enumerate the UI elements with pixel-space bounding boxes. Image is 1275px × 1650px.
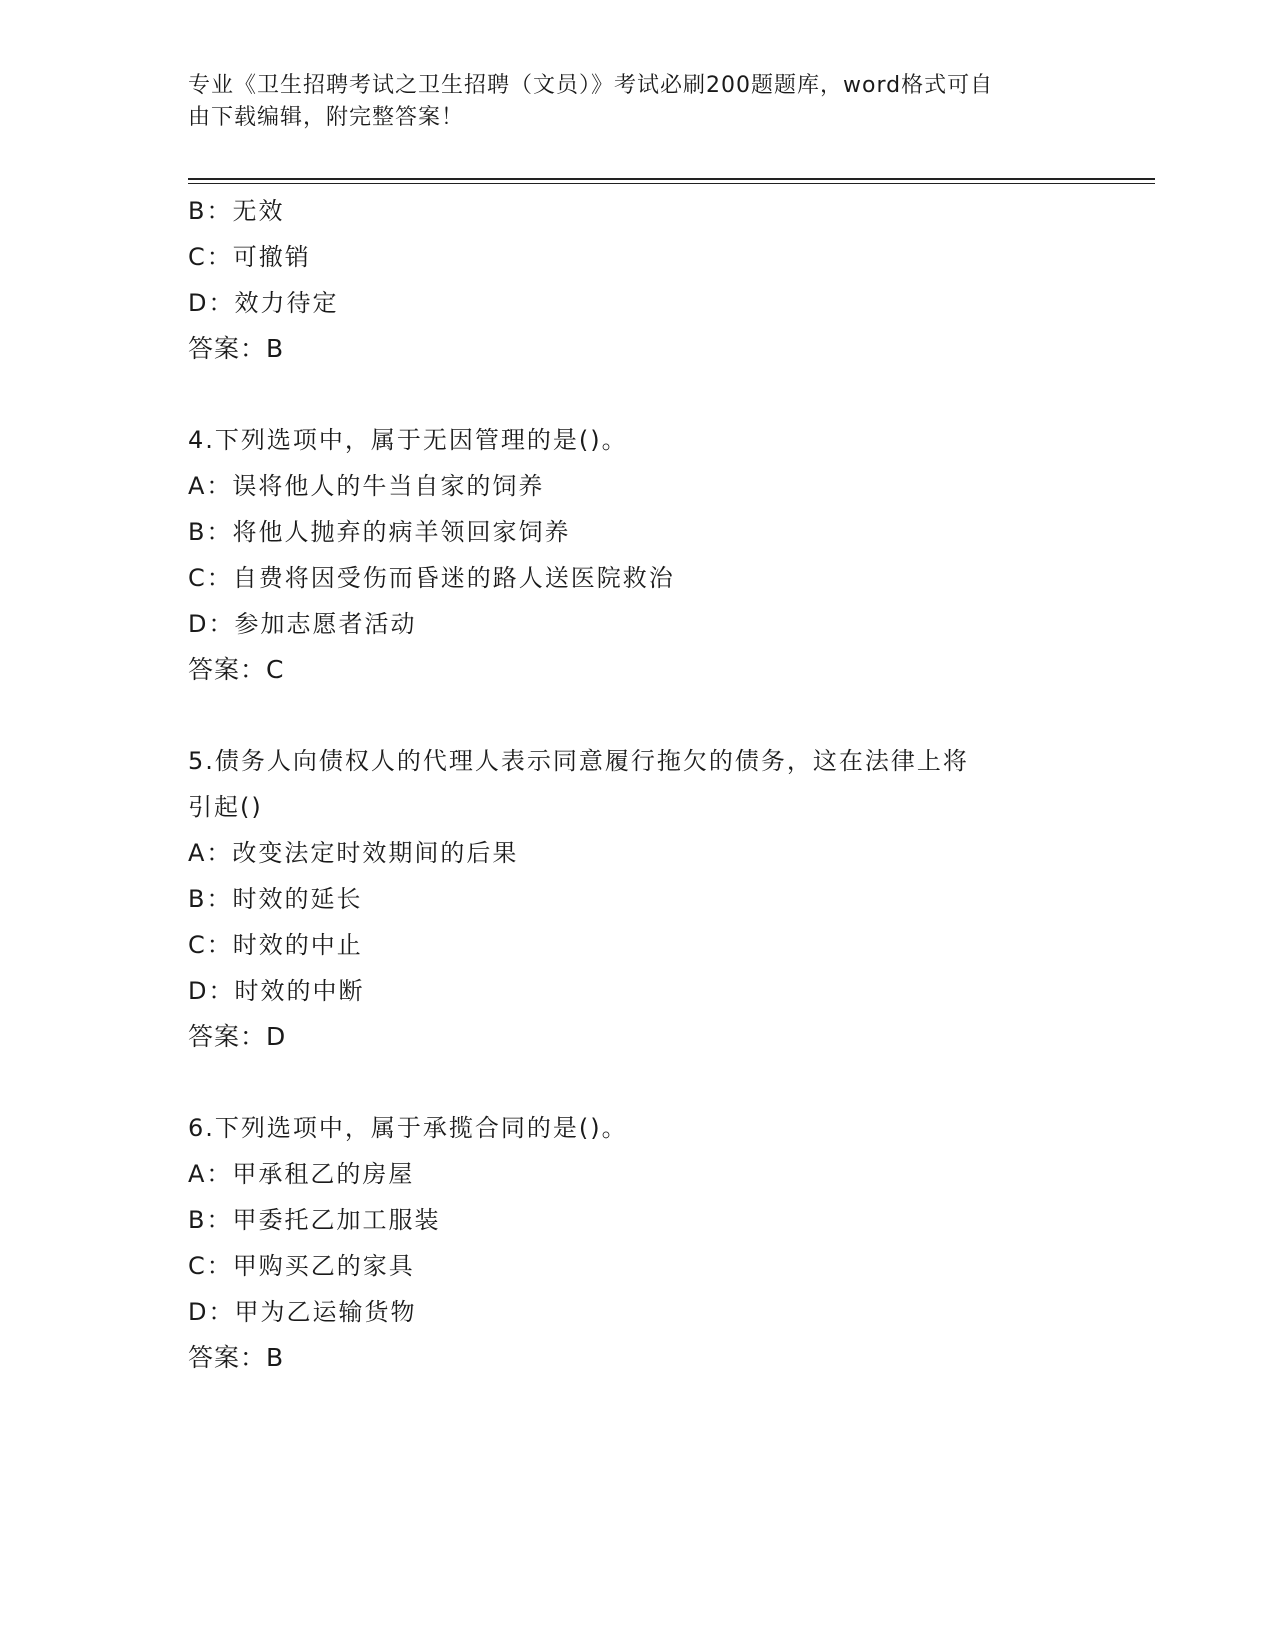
option-b: B：无效 xyxy=(188,197,285,225)
question-stem-line-2: 引起() xyxy=(188,793,263,821)
option-d: D：效力待定 xyxy=(188,289,339,317)
answer-line: 答案：D xyxy=(188,1022,287,1051)
question-5 xyxy=(188,738,1088,1060)
question-stem: 6.下列选项中，属于承揽合同的是()。 xyxy=(188,1114,628,1142)
question-stem: 4.下列选项中，属于无因管理的是()。 xyxy=(188,426,628,454)
header-divider-thick xyxy=(188,178,1155,180)
spacer xyxy=(188,1060,1088,1105)
answer-line: 答案：B xyxy=(188,1343,285,1372)
question-3-tail xyxy=(188,188,1088,372)
header-title-line-2: 由下载编辑，附完整答案！ xyxy=(188,105,465,130)
option-c: C：可撤销 xyxy=(188,243,311,271)
option-c: C：甲购买乙的家具 xyxy=(188,1252,415,1280)
option-a: A：误将他人的牛当自家的饲养 xyxy=(188,472,545,500)
option-c: C：自费将因受伤而昏迷的路人送医院救治 xyxy=(188,564,675,592)
option-b: B：时效的延长 xyxy=(188,885,363,913)
option-d: D：参加志愿者活动 xyxy=(188,610,417,638)
option-d: D：甲为乙运输货物 xyxy=(188,1298,417,1326)
answer-line: 答案：B xyxy=(188,334,285,363)
question-stem-line-1: 5.债务人向债权人的代理人表示同意履行拖欠的债务，这在法律上将 xyxy=(188,747,969,775)
header-divider-thin xyxy=(188,183,1155,184)
question-4 xyxy=(188,417,1088,693)
question-list xyxy=(188,188,1088,1381)
question-6 xyxy=(188,1105,1088,1381)
option-b: B：甲委托乙加工服装 xyxy=(188,1206,441,1234)
spacer xyxy=(188,693,1088,738)
answer-line: 答案：C xyxy=(188,655,285,684)
option-a: A：甲承租乙的房屋 xyxy=(188,1160,415,1188)
option-d: D：时效的中断 xyxy=(188,977,365,1005)
spacer xyxy=(188,372,1088,417)
option-b: B：将他人抛弃的病羊领回家饲养 xyxy=(188,518,571,546)
header-title-line-1: 专业《卫生招聘考试之卫生招聘（文员）》考试必刷200题题库，word格式可自 xyxy=(188,73,994,98)
option-a: A：改变法定时效期间的后果 xyxy=(188,839,519,867)
document-header xyxy=(188,70,1068,134)
option-c: C：时效的中止 xyxy=(188,931,363,959)
